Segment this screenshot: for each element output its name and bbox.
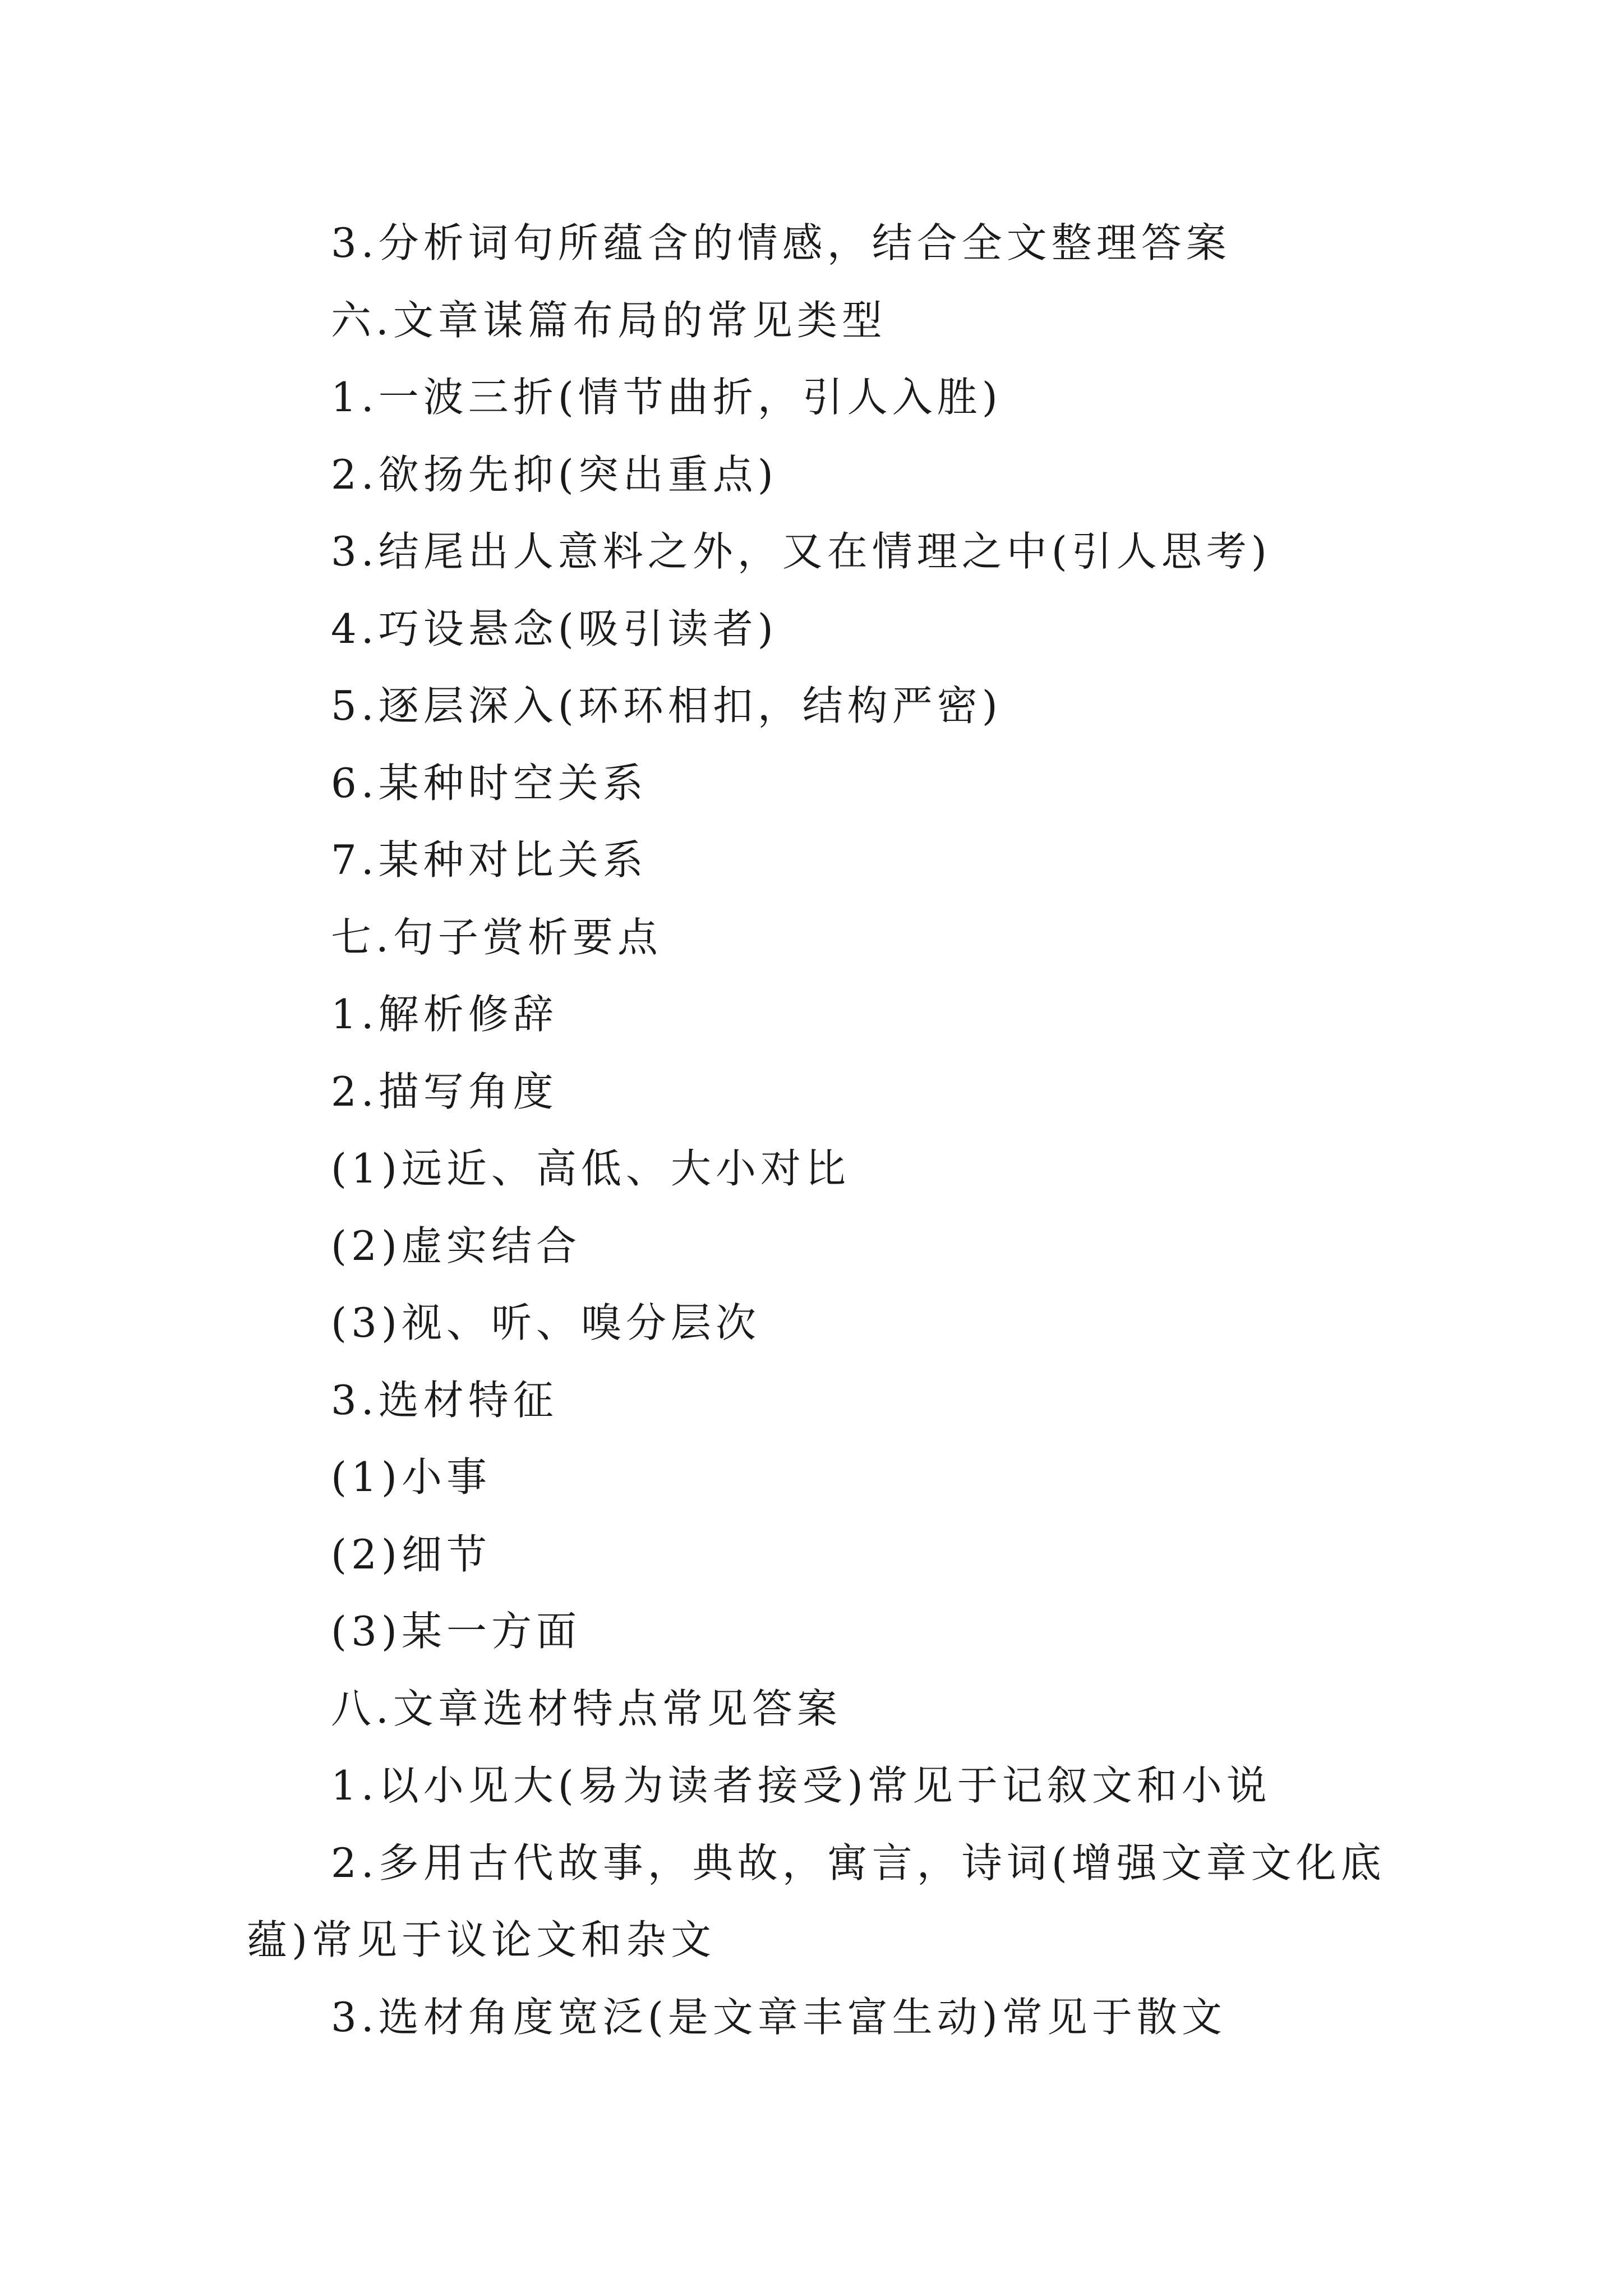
section-heading: 八.文章选材特点常见答案	[331, 1685, 842, 1732]
section-heading: 七.句子赏析要点	[331, 913, 662, 961]
sub-list-item: (2)细节	[331, 1530, 491, 1578]
sub-list-item: (2)虚实结合	[331, 1222, 581, 1269]
list-item: 1.一波三折(情节曲折，引人入胜)	[331, 374, 1002, 421]
sub-list-item: (1)小事	[331, 1453, 491, 1501]
list-item: 3.结尾出人意料之外，又在情理之中(引人思考)	[331, 528, 1271, 575]
list-item: 6.某种时空关系	[331, 759, 648, 807]
sub-list-item: (3)视、听、嗅分层次	[331, 1299, 760, 1346]
sub-list-item: (1)远近、高低、大小对比	[331, 1145, 850, 1192]
list-item: 2.欲扬先抑(突出重点)	[331, 450, 778, 498]
list-item: 2.描写角度	[331, 1068, 558, 1115]
text-line: 3.分析词句所蕴含的情感，结合全文整理答案	[331, 219, 1231, 266]
list-item-continuation: 蕴)常见于议论文和杂文	[247, 1916, 716, 1963]
list-item: 5.逐层深入(环环相扣，结构严密)	[331, 682, 1002, 729]
list-item: 3.选材角度宽泛(是文章丰富生动)常见于散文	[331, 1993, 1227, 2041]
list-item: 2.多用古代故事，典故，寓言，诗词(增强文章文化底	[331, 1839, 1386, 1887]
list-item: 4.巧设悬念(吸引读者)	[331, 605, 778, 652]
list-item: 3.选材特征	[331, 1376, 558, 1424]
sub-list-item: (3)某一方面	[331, 1608, 581, 1655]
document-body	[247, 205, 1391, 2056]
list-item: 1.解析修辞	[331, 991, 558, 1038]
list-item: 7.某种对比关系	[331, 836, 648, 884]
section-heading: 六.文章谋篇布局的常见类型	[331, 296, 887, 344]
list-item: 1.以小见大(易为读者接受)常见于记叙文和小说	[331, 1762, 1271, 1809]
